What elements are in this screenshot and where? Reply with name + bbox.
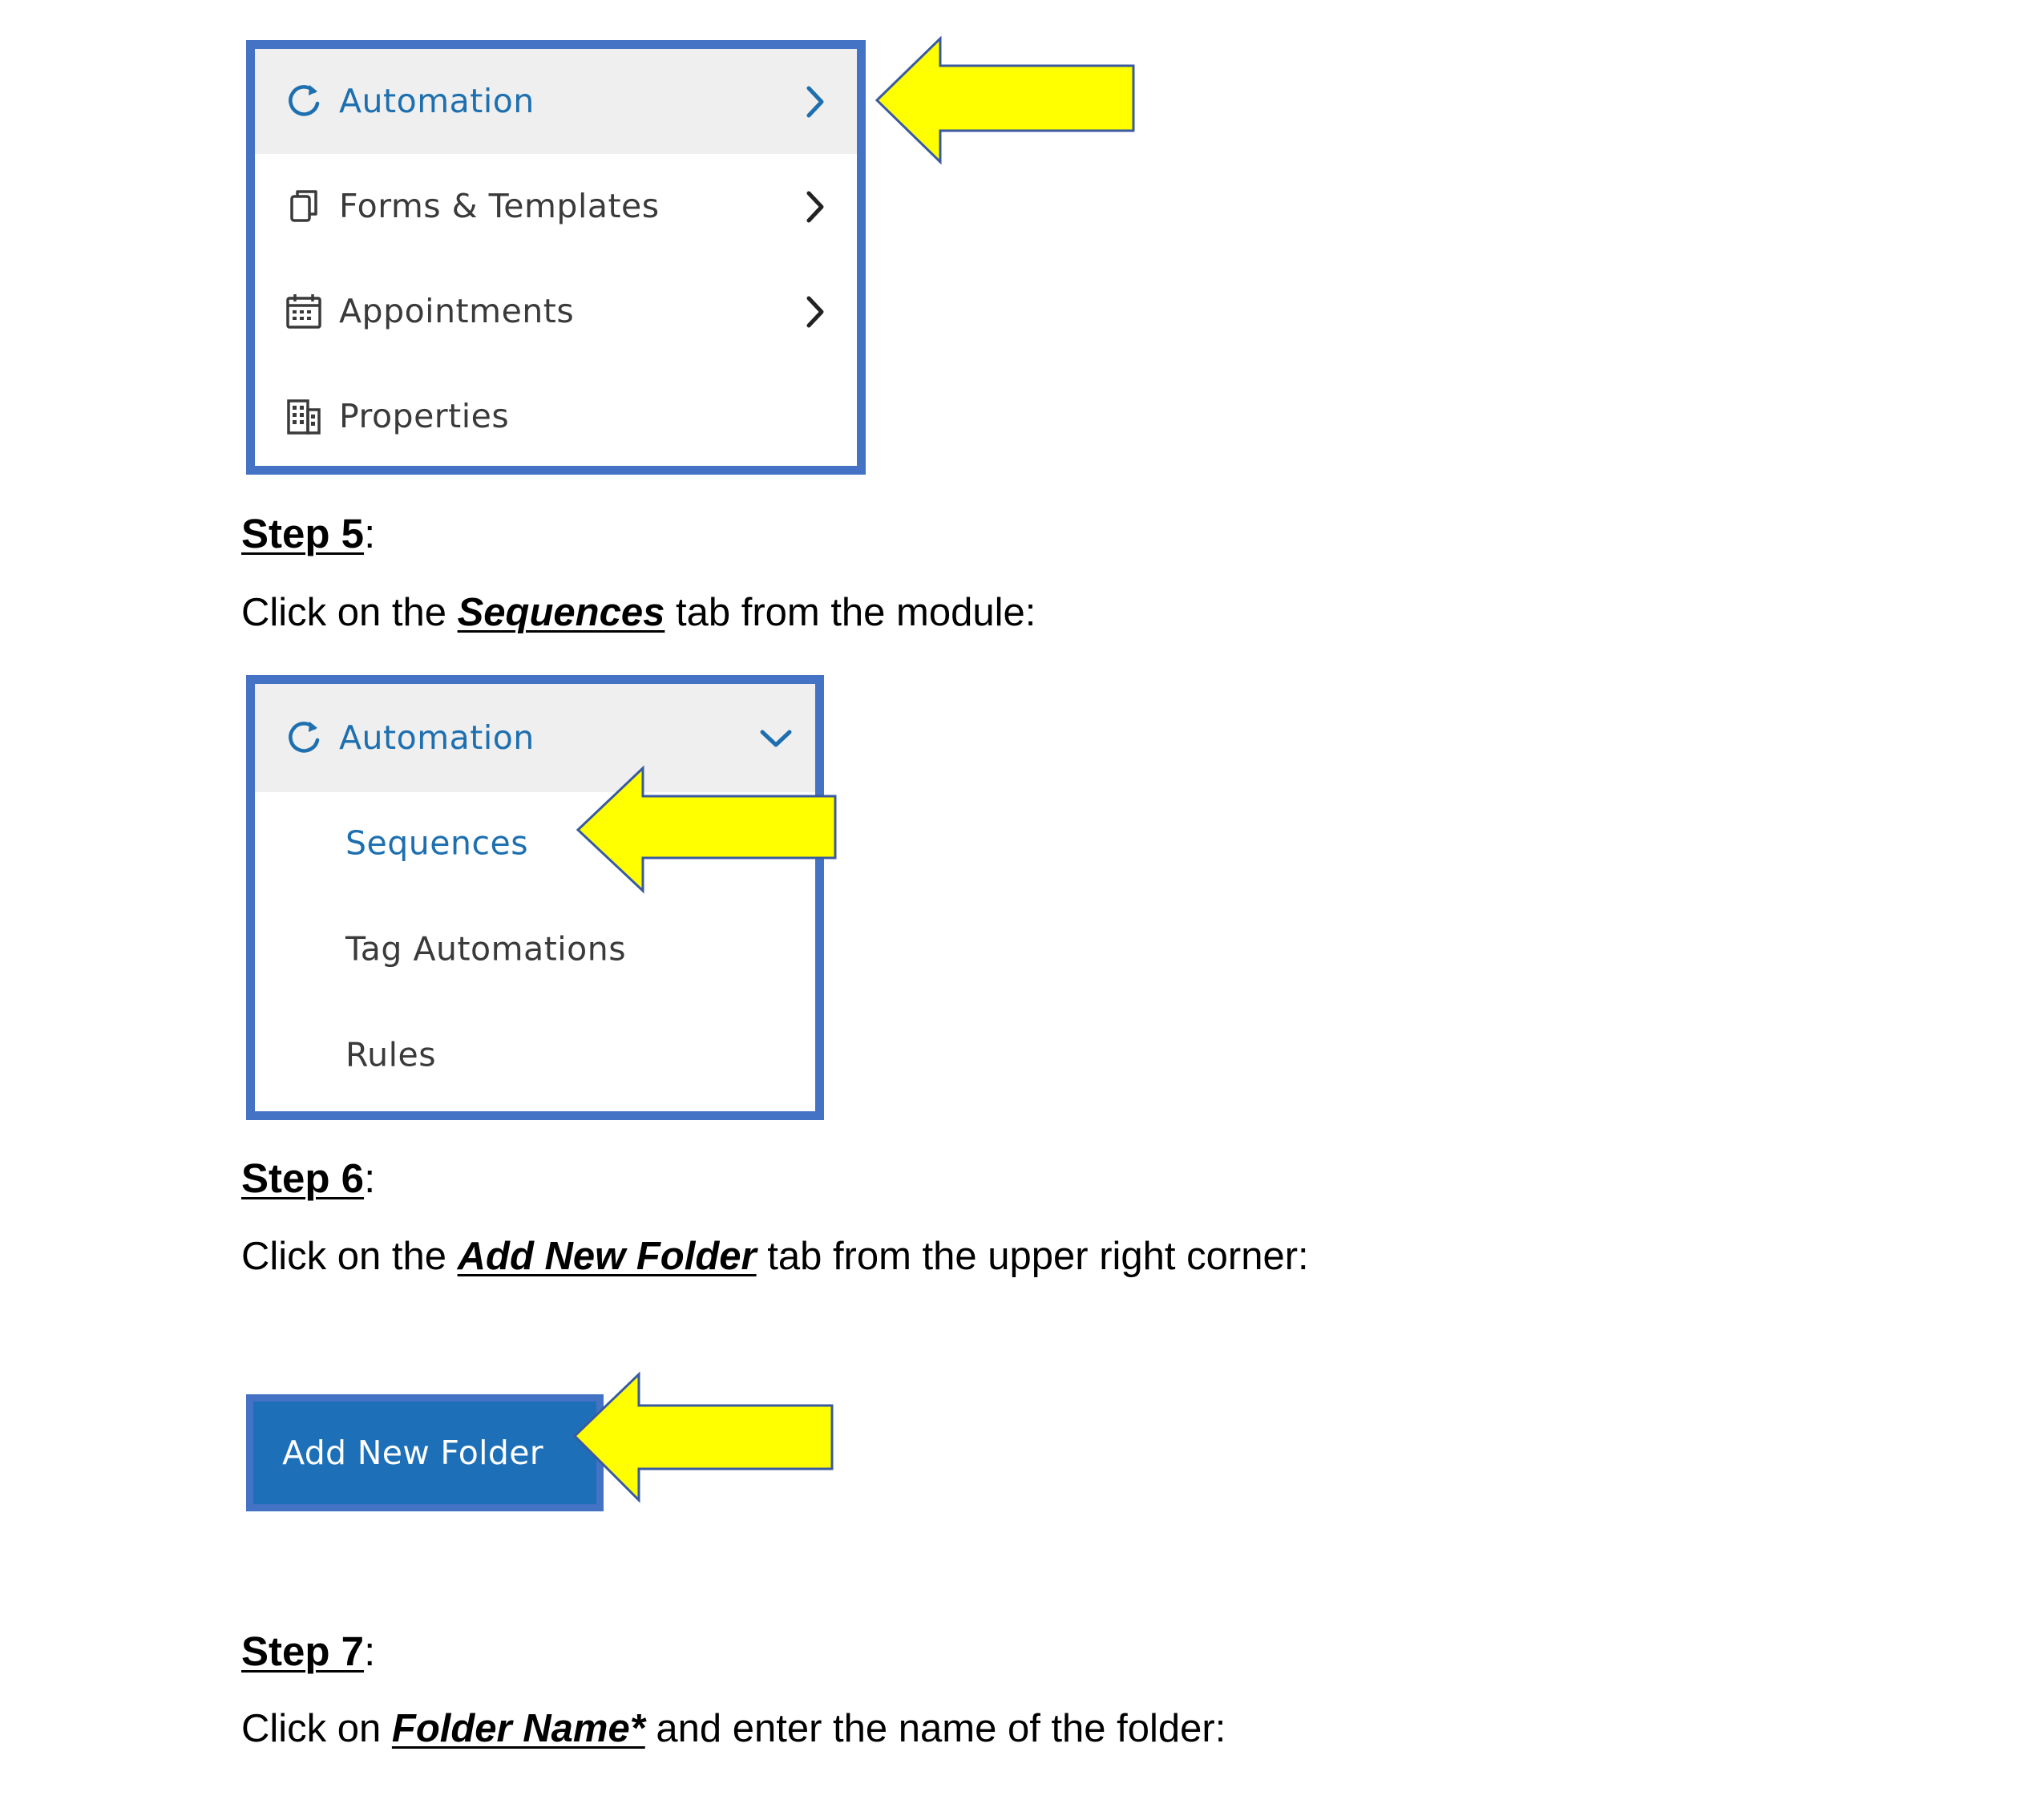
step-heading	[241, 510, 375, 557]
chevron-down-icon	[757, 724, 794, 753]
instruction-emphasis: Add New Folder	[457, 1235, 757, 1278]
menu-item-forms-templates[interactable]	[255, 154, 857, 259]
instruction-prefix: Click on the	[241, 591, 458, 634]
submenu-item-tag-automations[interactable]	[255, 898, 815, 1004]
menu-screenshot-expanded	[246, 675, 824, 1120]
pointer-arrow-icon	[572, 1370, 836, 1507]
chevron-right-icon	[801, 293, 830, 330]
step-colon: :	[364, 1628, 376, 1674]
instruction-prefix: Click on	[241, 1707, 392, 1750]
chevron-right-icon	[801, 188, 830, 225]
menu-item-appointments[interactable]	[255, 259, 857, 364]
instruction-prefix: Click on the	[241, 1235, 458, 1278]
menu-item-label: Forms & Templates	[339, 186, 660, 225]
step-colon: :	[364, 1155, 376, 1201]
add-new-folder-button[interactable]	[246, 1394, 604, 1511]
instruction-text	[241, 1706, 1226, 1751]
refresh-icon	[285, 718, 322, 758]
menu-item-label: Appointments	[339, 291, 575, 330]
refresh-icon	[285, 82, 322, 122]
instruction-emphasis: Folder Name*	[391, 1707, 645, 1750]
step-colon: :	[364, 511, 376, 556]
chevron-right-icon	[801, 83, 830, 120]
menu-item-label: Automation	[339, 81, 535, 120]
step-number: Step 5	[241, 511, 365, 556]
add-new-folder-button-label: Add New Folder	[282, 1434, 543, 1472]
instruction-text	[241, 1234, 1309, 1279]
copy-icon	[285, 187, 322, 227]
step-number: Step 7	[241, 1628, 365, 1674]
instruction-suffix: tab from the module:	[665, 591, 1036, 634]
menu-item-label: Properties	[339, 396, 510, 435]
instruction-text	[241, 590, 1036, 635]
instruction-emphasis: Sequences	[457, 591, 665, 634]
menu-item-label: Automation	[339, 718, 535, 757]
submenu-item-label: Tag Automations	[345, 929, 627, 969]
submenu-item-label: Sequences	[345, 823, 529, 863]
building-icon	[285, 397, 322, 437]
step-heading	[241, 1155, 375, 1202]
step-number: Step 6	[241, 1155, 365, 1201]
submenu-item-label: Rules	[345, 1035, 437, 1074]
calendar-icon	[285, 292, 322, 332]
submenu-item-rules[interactable]	[255, 1004, 815, 1110]
pointer-arrow-icon	[575, 764, 839, 896]
pointer-arrow-icon	[874, 34, 1138, 170]
instruction-suffix: tab from the upper right corner:	[756, 1235, 1309, 1278]
step-heading	[241, 1628, 375, 1675]
menu-item-automation[interactable]	[255, 49, 857, 154]
menu-screenshot-collapsed	[246, 40, 866, 475]
instruction-suffix: and enter the name of the folder:	[644, 1707, 1226, 1750]
menu-item-properties[interactable]	[255, 364, 857, 469]
